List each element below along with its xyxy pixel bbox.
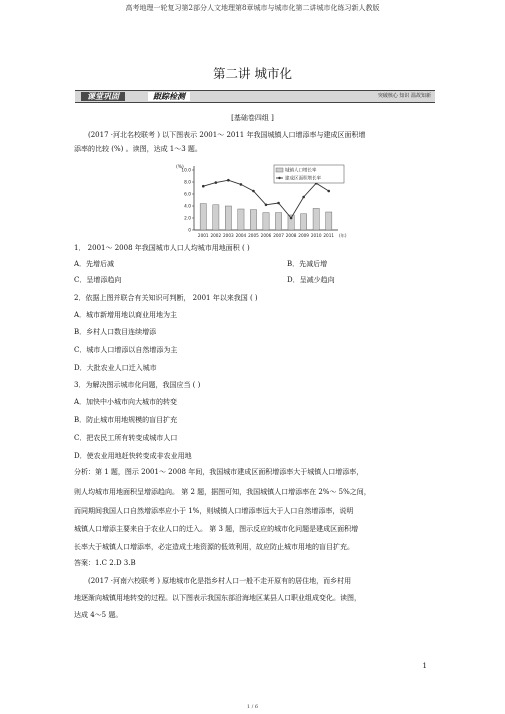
- answer-line: 答案：1.C 2.D 3.B: [74, 559, 136, 567]
- q1-option-d: D．呈减少趋向: [287, 276, 335, 284]
- y-tick-label: 10.0: [181, 168, 191, 174]
- point-built-area-growth: [227, 179, 230, 182]
- analysis-line-1: 分析：第 1 题，图示 2001～ 2008 年间，我国城市建成区面积增添率大于城镇人口增添率，: [74, 468, 364, 476]
- q1-option-a: A．先增后减: [74, 260, 115, 268]
- y-tick-label: 2.0: [184, 216, 191, 222]
- q2-option-d: D．大批农业人口迁入城市: [74, 364, 157, 372]
- legend-marker-built-area: [278, 177, 280, 179]
- point-built-area-growth: [302, 196, 305, 199]
- passage-2-line-1: (2017 ·河南六校联考 ) 原地城市化是指乡村人口一般不走开原有的居住地，而乡村用: [88, 577, 352, 585]
- analysis-line-3: 而同期间我国人口自然增添率应小于 1%，则城镇人口增添率远大于人口自然增添率，说明: [74, 507, 354, 515]
- page-number: 1: [422, 662, 427, 670]
- point-built-area-growth: [327, 190, 330, 193]
- x-tick-label: 2011: [323, 233, 335, 238]
- y-tick-label: 8.0: [184, 180, 191, 186]
- intro-line-1: (2017 ·河北名校联考 ) 以下图表示 2001～ 2011 年我国城镇人口增添率与建成区面积增: [88, 131, 366, 139]
- x-tick-label: 2008: [285, 233, 297, 238]
- bar-urban-population-growth: [326, 212, 332, 230]
- q3-option-d: D．使农业用地赶快转变成非农业用地: [74, 452, 192, 460]
- x-tick-label: 2005: [248, 233, 259, 238]
- q1-option-b: B．先减后增: [287, 260, 328, 268]
- q1-option-c: C．呈增添趋向: [74, 276, 122, 284]
- analysis-line-5: 长率大于城镇人口增添率，必定造成土地资源的低效利用，故应防止城市用地的盲目扩充。: [74, 543, 354, 551]
- x-tick-label: 2009: [298, 233, 309, 238]
- y-axis-unit-label: (%): [176, 165, 184, 170]
- q3-option-a: A．加快中小城市向大城市的转变: [74, 398, 178, 406]
- analysis-line-4: 城镇人口增添主要来自于农业人口的迁入。 第 3 题，图示反应的城市化问题是建成区面积增: [74, 525, 359, 533]
- section-banner: [75, 90, 435, 103]
- banner-right-text: 突破核心 知识 温故知新: [377, 93, 431, 99]
- legend-swatch-urban-population: [276, 168, 283, 172]
- question-2: 2．依据上图并联合有关知识可判断， 2001 年以来我国 ( ): [74, 294, 258, 302]
- passage-2-line-2: 地逐渐向城镇用地转变的过程。以下图表示我国东部沿海地区某县人口职业组成变化。读图，: [74, 594, 361, 602]
- analysis-line-2: 则人均城市用地面积呈增添趋向。 第 2 题，据图可知，我国城镇人口增添率在 2%～ 5%之间，: [74, 488, 371, 496]
- q3-option-c: C．把农民工所有转变成城市人口: [74, 434, 178, 442]
- point-built-area-growth: [277, 202, 280, 205]
- point-built-area-growth: [202, 185, 205, 188]
- chart-svg: [172, 162, 348, 242]
- section-label: [基础卷四组 ]: [231, 114, 274, 122]
- x-tick-label: 2002: [210, 233, 222, 238]
- x-tick-label: 2004: [235, 233, 247, 238]
- intro-line-2: 添率的比较 (%) 。读图，达成 1～3 题。: [74, 145, 202, 153]
- legend-label-urban-population: 城镇人口增长率: [285, 168, 317, 174]
- bar-urban-population-growth: [225, 206, 231, 230]
- bar-urban-population-growth: [263, 213, 269, 230]
- banner-tag-tracking: 跟踪检测: [148, 92, 190, 101]
- point-built-area-growth: [252, 190, 255, 193]
- bar-urban-population-growth: [238, 209, 244, 230]
- y-tick-label: 6.0: [184, 192, 191, 198]
- passage-2-line-3: 达成 4～5 题。: [74, 611, 123, 619]
- x-axis-unit-label: (年): [339, 233, 347, 238]
- question-1: 1． 2001～ 2008 年我国城市人口人均城市用地面积 ( ): [74, 244, 250, 252]
- bar-urban-population-growth: [250, 210, 256, 230]
- document-header: 高考地理一轮复习第2部分人文地理第8章城市与城市化第二讲城市化练习新人教版: [125, 4, 380, 12]
- x-tick-label: 2006: [260, 233, 272, 238]
- bar-urban-population-growth: [200, 204, 206, 230]
- growth-rate-bar-chart: [172, 162, 348, 242]
- x-tick-label: 2010: [310, 233, 322, 238]
- banner-tag-classroom: 课堂巩固: [81, 92, 125, 101]
- x-tick-label: 2001: [197, 233, 209, 238]
- bar-urban-population-growth: [275, 213, 281, 230]
- x-tick-label: 2003: [223, 233, 234, 238]
- q2-option-b: B．乡村人口数目连续增添: [74, 328, 157, 336]
- y-tick-label: 0: [188, 228, 191, 234]
- legend-label-built-area: 建成区面积增长率: [285, 176, 321, 182]
- bar-urban-population-growth: [213, 205, 219, 230]
- q2-option-c: C．城市人口增添以自然增添为主: [74, 346, 178, 354]
- q3-option-b: B．防止城市用地规模的盲目扩充: [74, 416, 178, 424]
- point-built-area-growth: [265, 204, 268, 207]
- q2-option-a: A．城市新增用地以商业用地为主: [74, 311, 178, 319]
- lesson-title: 第二讲 城市化: [213, 66, 292, 81]
- y-tick-label: 4.0: [184, 204, 191, 210]
- question-3: 3．为解决图示城市化问题，我国应当 ( ): [74, 381, 201, 389]
- line-built-area-growth: [203, 180, 328, 218]
- page-footer: 1 / 6: [246, 704, 259, 710]
- x-tick-label: 2007: [273, 233, 284, 238]
- point-built-area-growth: [290, 217, 293, 220]
- point-built-area-growth: [240, 183, 243, 186]
- bar-urban-population-growth: [313, 208, 319, 230]
- point-built-area-growth: [215, 181, 218, 184]
- bar-urban-population-growth: [301, 214, 307, 230]
